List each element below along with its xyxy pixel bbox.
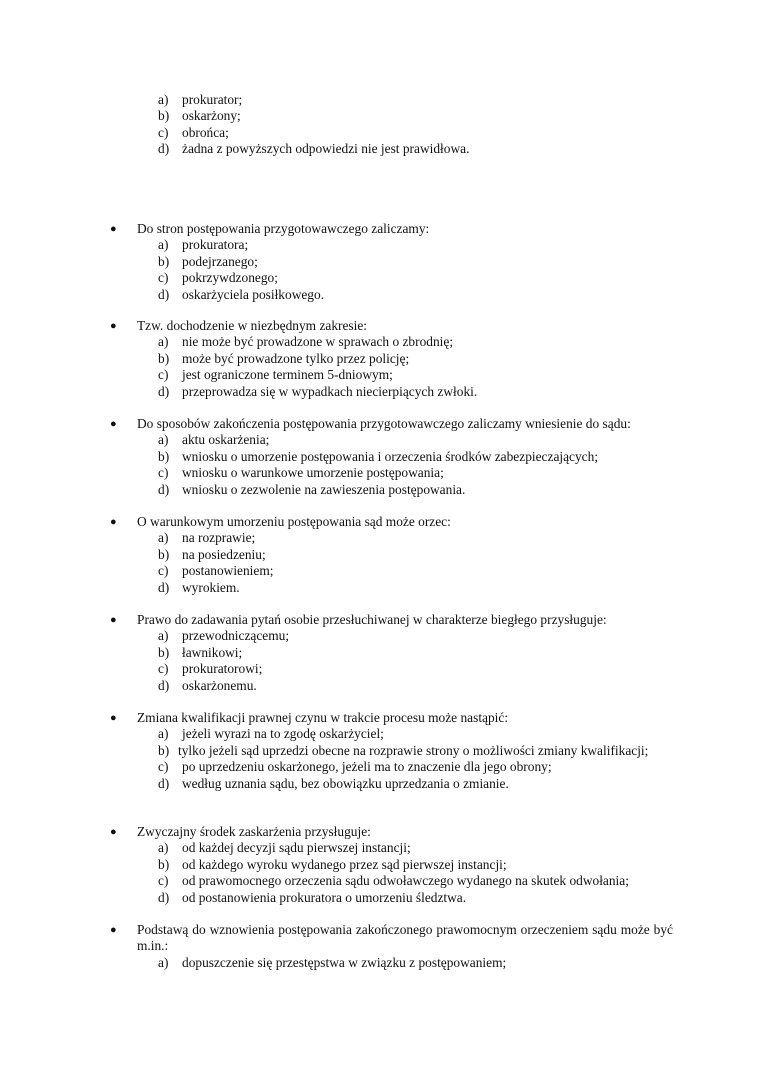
list-item	[158, 237, 673, 253]
option-text: na posiedzeniu;	[182, 546, 266, 562]
question-block	[110, 612, 673, 694]
option-text: wniosku o zezwolenie na zawieszenia postępowania.	[182, 481, 466, 497]
option-letter: d)	[158, 677, 170, 693]
list-item	[158, 580, 673, 596]
option-letter: c)	[158, 465, 169, 481]
option-letter: d)	[158, 775, 170, 791]
option-text: nie może być prowadzone w sprawach o zbrodnię;	[182, 334, 454, 350]
question-block	[110, 416, 673, 498]
question-text: Do stron postępowania przygotowawczego zaliczamy:	[137, 221, 430, 236]
option-text: wniosku o umorzenie postępowania i orzeczenia środków zabezpieczających;	[182, 448, 599, 464]
list-item	[158, 857, 673, 873]
option-letter: a)	[158, 92, 169, 107]
bullet-icon: ●	[110, 614, 117, 626]
option-letter: d)	[158, 141, 170, 157]
question-text: Tzw. dochodzenie w niezbędnym zakresie:	[137, 318, 368, 333]
option-text: aktu oskarżenia;	[182, 432, 270, 448]
list-item	[158, 955, 673, 971]
option-text: od prawomocnego orzeczenia sądu odwoławczego wydanego na skutek odwołania;	[182, 873, 629, 889]
option-text: od każdej decyzji sądu pierwszej instancji;	[182, 840, 411, 856]
list-item	[158, 449, 673, 465]
option-letter: b)	[158, 546, 170, 562]
option-text: przewodniczącemu;	[182, 628, 290, 644]
option-text: żadna z powyższych odpowiedzi nie jest prawidłowa.	[182, 141, 470, 157]
question-block	[110, 824, 673, 906]
list-item	[158, 367, 673, 383]
option-letter: a)	[158, 628, 169, 644]
question-options	[158, 726, 673, 792]
option-text: może być prowadzone tylko przez policję;	[182, 350, 410, 366]
bullet-icon: ●	[110, 320, 117, 332]
question-options	[158, 840, 673, 906]
list-item	[158, 547, 673, 563]
list-item	[158, 530, 673, 546]
option-text: prokuratora;	[182, 237, 249, 253]
list-item	[158, 125, 673, 141]
question-block	[110, 221, 673, 303]
option-letter: a)	[158, 432, 169, 448]
option-letter: a)	[158, 237, 169, 253]
option-letter: d)	[158, 286, 170, 302]
question-text: O warunkowym umorzeniu postępowania sąd może orzec:	[137, 514, 451, 529]
option-text: oskarżyciela posiłkowego.	[182, 286, 325, 302]
list-item	[158, 351, 673, 367]
option-letter: a)	[158, 726, 169, 742]
list-item	[158, 743, 673, 759]
list-item	[158, 776, 673, 792]
option-text: prokurator;	[182, 92, 243, 107]
question-options	[158, 432, 673, 498]
question-options	[158, 334, 673, 400]
option-text: tylko jeżeli sąd uprzedzi obecne na rozprawie strony o możliwości zmiany kwalifikacji;	[178, 742, 649, 758]
question-block	[110, 318, 673, 400]
bullet-icon: ●	[110, 826, 117, 838]
option-letter: d)	[158, 383, 170, 399]
option-letter: c)	[158, 367, 169, 383]
option-letter: b)	[158, 253, 170, 269]
option-text: według uznania sądu, bez obowiązku uprzedzania o zmianie.	[182, 775, 509, 791]
list-item	[158, 661, 673, 677]
option-text: dopuszczenie się przestępstwa w związku z postępowaniem;	[182, 954, 507, 970]
option-letter: b)	[158, 644, 170, 660]
question-text: Do sposobów zakończenia postępowania przygotowawczego zaliczamy wniesienie do sądu:	[137, 416, 631, 431]
option-letter: d)	[158, 481, 170, 497]
list-item	[158, 432, 673, 448]
list-item	[158, 465, 673, 481]
list-item	[158, 759, 673, 775]
option-text: oskarżonemu.	[182, 677, 257, 693]
option-letter: c)	[158, 563, 169, 579]
list-item	[158, 287, 673, 303]
list-item	[158, 840, 673, 856]
option-text: od każdego wyroku wydanego przez sąd pierwszej instancji;	[182, 856, 507, 872]
option-text: wniosku o warunkowe umorzenie postępowania;	[182, 465, 444, 481]
question-text: Prawo do zadawania pytań osobie przesłuchiwanej w charakterze biegłego przysługuje:	[137, 612, 607, 627]
bullet-icon: ●	[110, 516, 117, 528]
option-letter: b)	[158, 742, 170, 758]
option-letter: b)	[158, 350, 170, 366]
option-letter: c)	[158, 270, 169, 286]
question-block	[110, 710, 673, 792]
list-item	[158, 482, 673, 498]
option-letter: a)	[158, 954, 169, 970]
option-text: oskarżony;	[182, 108, 241, 124]
list-item	[158, 726, 673, 742]
question-options	[158, 955, 673, 971]
option-text: jest ograniczone terminem 5-dniowym;	[182, 367, 393, 383]
list-item	[158, 254, 673, 270]
list-item	[158, 384, 673, 400]
option-text: na rozprawie;	[182, 530, 256, 546]
option-letter: b)	[158, 856, 170, 872]
intro-options	[158, 92, 673, 158]
option-letter: d)	[158, 889, 170, 905]
option-letter: c)	[158, 873, 169, 889]
list-item	[158, 873, 673, 889]
option-text: prokuratorowi;	[182, 661, 263, 677]
option-text: pokrzywdzonego;	[182, 270, 278, 286]
option-text: po uprzedzeniu oskarżonego, jeżeli ma to znaczenie dla jego obrony;	[182, 759, 552, 775]
question-options	[158, 530, 673, 596]
bullet-icon: ●	[110, 418, 117, 430]
option-letter: a)	[158, 840, 169, 856]
question-block	[110, 922, 673, 971]
option-text: przeprowadza się w wypadkach niecierpiących zwłoki.	[182, 383, 478, 399]
option-text: obrońca;	[182, 124, 229, 140]
option-letter: c)	[158, 759, 169, 775]
list-item	[158, 141, 673, 157]
question-text: Podstawą do wznowienia postępowania zakończonego prawomocnym orzeczeniem sądu może być m.in.:	[137, 922, 673, 954]
list-item	[158, 645, 673, 661]
bullet-icon: ●	[110, 712, 117, 724]
list-item	[158, 334, 673, 350]
option-letter: d)	[158, 579, 170, 595]
option-text: postanowieniem;	[182, 563, 274, 579]
option-text: od postanowienia prokuratora o umorzeniu śledztwa.	[182, 889, 467, 905]
option-letter: c)	[158, 661, 169, 677]
list-item	[158, 270, 673, 286]
list-item	[158, 108, 673, 124]
list-item	[158, 628, 673, 644]
option-text: podejrzanego;	[182, 253, 258, 269]
option-letter: b)	[158, 108, 170, 124]
list-item	[158, 563, 673, 579]
list-item	[158, 678, 673, 694]
option-text: wyrokiem.	[182, 579, 240, 595]
question-text: Zmiana kwalifikacji prawnej czynu w trakcie procesu może nastąpić:	[137, 710, 509, 725]
option-letter: c)	[158, 124, 169, 140]
question-text: Zwyczajny środek zaskarżenia przysługuje:	[137, 824, 371, 839]
option-letter: b)	[158, 448, 170, 464]
bullet-icon: ●	[110, 223, 117, 235]
question-options	[158, 237, 673, 303]
option-letter: a)	[158, 530, 169, 546]
option-text: ławnikowi;	[182, 644, 243, 660]
list-item	[158, 890, 673, 906]
option-letter: a)	[158, 334, 169, 350]
question-block	[110, 514, 673, 596]
question-options	[158, 628, 673, 694]
option-text: jeżeli wyrazi na to zgodę oskarżyciel;	[182, 726, 384, 742]
bullet-icon: ●	[110, 924, 117, 936]
list-item	[158, 92, 673, 108]
